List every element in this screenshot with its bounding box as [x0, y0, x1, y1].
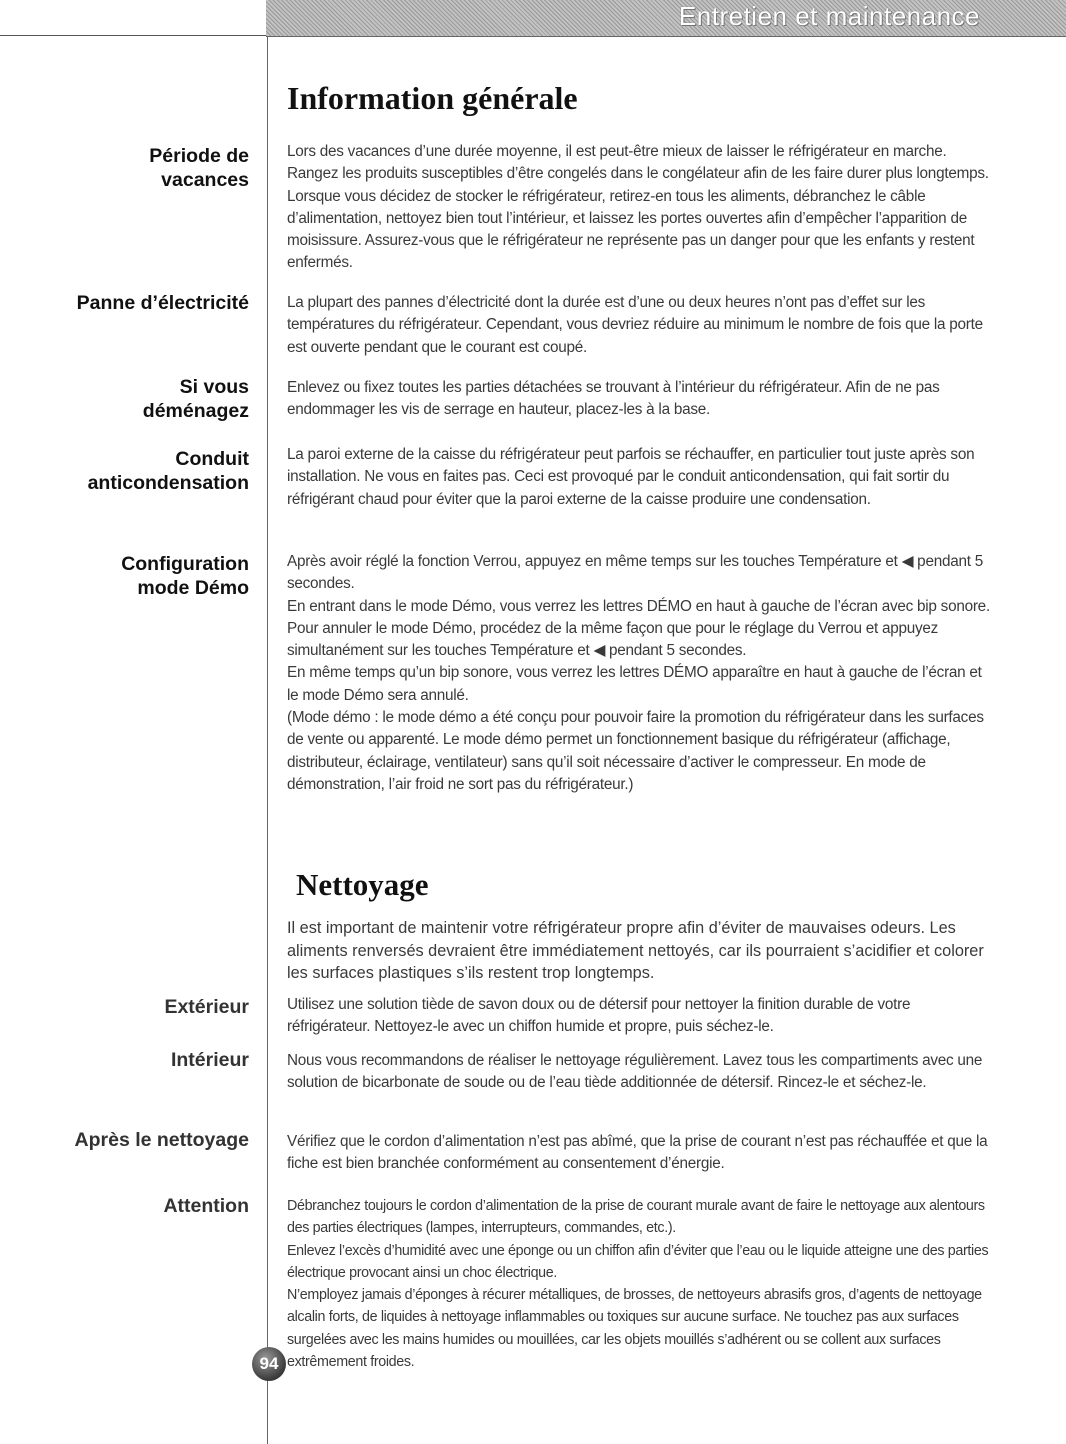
label-line: Panne d’électricité [76, 292, 249, 314]
text-interieur: Nous vous recommandons de réaliser le nettoyage régulièrement. Lavez tous les compartiments avec une solution de bicarbonate de soude ou de l’eau tiède additionnée de détersif. Rincez-le et séchez-le. [287, 1052, 983, 1092]
label-line: Si vous [179, 376, 249, 398]
label-line: Configuration [121, 553, 249, 575]
label-line: Attention [163, 1195, 249, 1217]
label-periode-vacances [9, 144, 249, 192]
header-rule [0, 35, 266, 36]
label-exterieur [9, 995, 249, 1019]
header-band [266, 0, 1066, 37]
paragraph: (Mode démo : le mode démo a été conçu pour pouvoir faire la promotion du réfrigérateur dans les surfaces de vente ou apparenté. Le mode démo permet un fonctionnement basique du réfrigérateur (affichage, distributeur, éclairage, ventilateur) sans qu’il soit nécessaire d’activer le compresseur. En mode de démonstration, l’air froid ne sort pas du réfrigérateur.) [287, 709, 984, 793]
text-conduit-anticondensation: La paroi externe de la caisse du réfrigérateur peut parfois se réchauffer, en particulier tout juste après son installation. Ne vous en faites pas. Ceci est provoqué par le conduit anticondensation, qui fait sortir du réfrigérant chaud pour éviter que la paroi externe de la caisse produire une condensation. [287, 446, 975, 508]
section-title-nettoyage: Nettoyage [296, 867, 429, 902]
text-nettoyage-intro: Il est important de maintenir votre réfrigérateur propre afin d’éviter de mauvaises odeurs. Les aliments renversés devraient être immédiatement nettoyés, car ils pourraient s’acidifier et colorer les surfaces plastiques s’ils restent trop longtemps. [287, 919, 984, 982]
label-line: Extérieur [164, 996, 249, 1018]
paragraph: Pour annuler le mode Démo, procédez de la même façon que pour le réglage du Verrou et appuyez simultanément sur les touches Température et ◀ pendant 5 secondes. [287, 619, 939, 660]
vertical-divider [267, 36, 268, 1444]
label-conduit-anticondensation [9, 447, 249, 495]
label-line: Conduit [175, 448, 249, 470]
paragraph: En entrant dans le mode Démo, vous verrez les lettres DÉMO en haut à gauche de l’écran avec bip sonore. [287, 597, 990, 615]
label-configuration-mode-demo [9, 552, 249, 600]
text-configuration-mode-demo [287, 551, 997, 796]
paragraph: N’employez jamais d’éponges à récurer métalliques, de brosses, de nettoyeurs abrasifs gros, d’agents de nettoyage alcalin forts, de liquides à nettoyage inflammables ou toxiques sur aucune surface. Ne touchez pas aux surfaces surgelées avec les mains humides ou mouillées, car les objets mouillés s’adhérent ou se collent aux surfaces extrêmement froides. [287, 1287, 982, 1371]
text-attention [287, 1195, 997, 1373]
label-si-vous-demenagez [9, 375, 249, 423]
label-line: Intérieur [170, 1049, 249, 1071]
header-title: Entretien et maintenance [678, 1, 980, 31]
label-line: mode Démo [137, 577, 249, 599]
page-number-badge: 94 [252, 1347, 286, 1381]
text-exterieur: Utilisez une solution tiède de savon doux ou de détersif pour nettoyer la finition durable de votre réfrigérateur. Nettoyez-le avec un chiffon humide et propre, puis séchez-le. [287, 996, 911, 1036]
label-panne-electricite [9, 291, 249, 315]
label-line: Période de [149, 145, 249, 167]
label-interieur [9, 1048, 249, 1072]
text-apres-nettoyage: Vérifiez que le cordon d’alimentation n’est pas abîmé, que la prise de courant n’est pas réchauffée et que la fiche est bien branchée conformément au consentement d’énergie. [287, 1133, 988, 1173]
label-line: Après le nettoyage [74, 1129, 249, 1151]
label-line: vacances [161, 169, 249, 191]
paragraph: Enlevez l’excès d’humidité avec une éponge ou un chiffon afin d’éviter que l’eau ou le liquide atteigne une des parties électrique provocant ainsi un choc électrique. [287, 1242, 989, 1281]
label-apres-nettoyage [9, 1128, 249, 1152]
text-periode-vacances: Lors des vacances d’une durée moyenne, il est peut-être mieux de laisser le réfrigérateur en marche. Rangez les produits susceptibles d’être congelés dans le congélateur afin de les faire durer plus longtemps. Lorsque vous décidez de stocker le réfrigérateur, retirez-en tous les aliments, débranchez le câble d’alimentation, nettoyez bien tout l’intérieur, et laissez les portes ouvertes afin d’empêcher l’apparition de moisissure. Assurez-vous que le réfrigérateur ne représente pas un danger pour que les enfants y restent enfermés. [287, 143, 989, 272]
label-line: anticondensation [87, 472, 249, 494]
label-line: déménagez [142, 400, 249, 422]
label-attention [9, 1194, 249, 1218]
paragraph: Débranchez toujours le cordon d’alimentation de la prise de courant murale avant de faire le nettoyage aux alentours des parties électriques (lampes, interrupteurs, commandes, etc.). [287, 1198, 985, 1237]
paragraph: En même temps qu’un bip sonore, vous verrez les lettres DÉMO apparaître en haut à gauche de l’écran et le mode Démo sera annulé. [287, 664, 982, 704]
text-panne-electricite: La plupart des pannes d’électricité dont la durée est d’une ou deux heures n’ont pas d’effet sur les températures du réfrigérateur. Cependant, vous devriez réduire au minimum le nombre de fois que la porte est ouverte pendant que le courant est coupé. [287, 294, 983, 356]
paragraph: Après avoir réglé la fonction Verrou, appuyez en même temps sur les touches Température et ◀ pendant 5 secondes. [287, 553, 983, 593]
text-si-vous-demenagez: Enlevez ou fixez toutes les parties détachées se trouvant à l’intérieur du réfrigérateur. Afin de ne pas endommager les vis de serrage en hauteur, placez-les à la base. [287, 379, 940, 419]
section-title-information-generale: Information générale [287, 80, 578, 116]
